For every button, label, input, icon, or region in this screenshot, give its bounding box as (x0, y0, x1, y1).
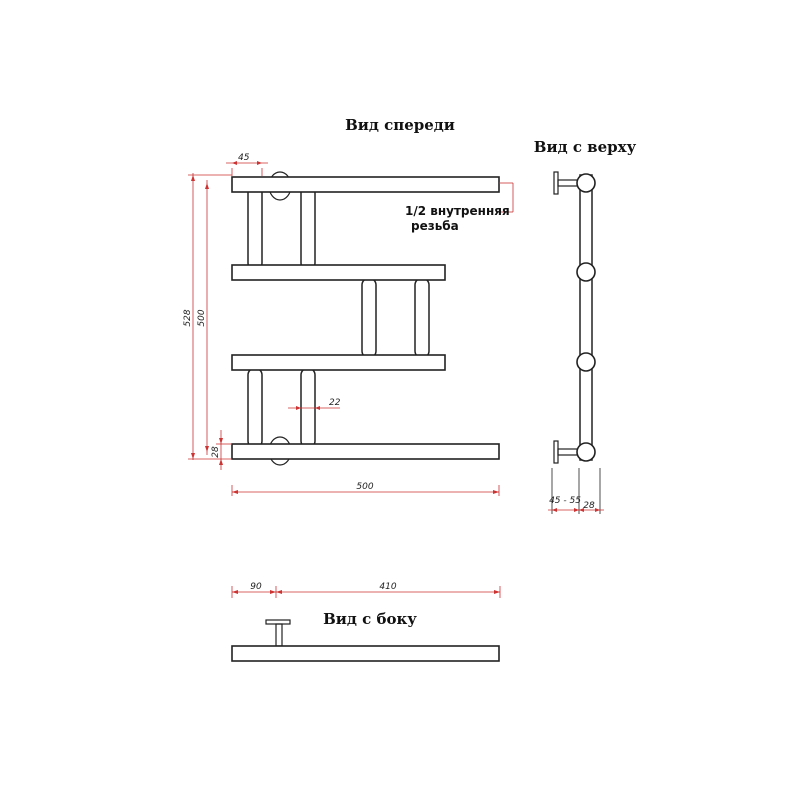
dimension-528-label: 528 (183, 309, 193, 327)
side-view-title: Вид с боку (323, 610, 417, 628)
front-wall-mounts (269, 172, 291, 465)
dimension-top-view (548, 468, 604, 514)
dimension-500-vertical-label: 500 (197, 309, 207, 327)
thread-note-line2: резьба (411, 219, 459, 233)
dimension-410-label: 410 (379, 582, 397, 592)
dimension-90-label: 90 (250, 582, 262, 592)
dimension-28-front-label: 28 (211, 446, 221, 458)
top-view-drawing (554, 172, 595, 463)
dimension-side (232, 586, 500, 598)
thread-note-line1: 1/2 внутренняя (405, 204, 510, 218)
front-view-title: Вид спереди (345, 116, 455, 134)
dimension-45-55-label: 45 - 55 (549, 496, 581, 506)
dimension-500-horizontal-label: 500 (356, 482, 374, 492)
dimension-45-front (226, 161, 268, 176)
dimension-45-front-label: 45 (238, 153, 250, 163)
dimension-528 (188, 173, 232, 460)
front-vertical-pipes (248, 186, 429, 448)
dimension-22-label: 22 (329, 398, 341, 408)
top-view-title: Вид с верху (533, 138, 637, 156)
dimension-28-top-label: 28 (583, 501, 595, 511)
